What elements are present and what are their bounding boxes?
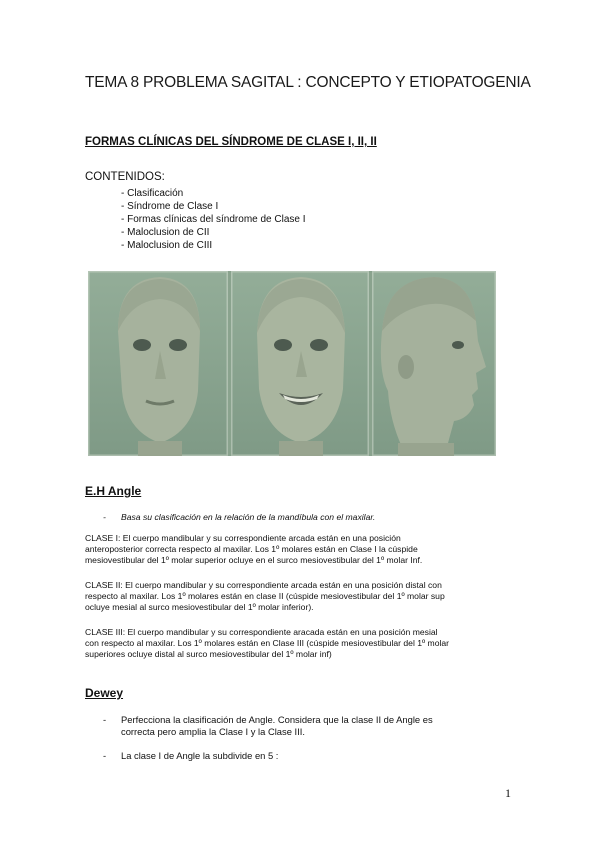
paragraph-line: mesiovestibular del 1º molar superior ocluye en el surco mesiovestibular del 1º molar Inf. — [85, 555, 423, 565]
paragraph-line: correcta pero amplia la Clase I y la Clase III. — [121, 726, 305, 737]
angle-bullet — [103, 512, 523, 524]
dewey-item-text — [121, 714, 433, 738]
dewey-heading: Dewey — [85, 686, 124, 700]
paragraph-line: anteroposterior correcta respecto al maxilar. Los 1º molares están en Clase I la cúspide — [85, 544, 418, 554]
bullet-dash: - — [103, 750, 107, 761]
page-number: 1 — [505, 786, 511, 800]
paragraph-line: CLASE III: El cuerpo mandibular y su correspondiente aracada están en una posición mesial — [85, 627, 438, 637]
profile-face-photo — [372, 271, 496, 456]
contents-item: - Formas clínicas del síndrome de Clase I — [121, 214, 306, 225]
dewey-item-1 — [103, 714, 523, 740]
contents-item: - Maloclusion de CIII — [121, 240, 213, 251]
dewey-item-2 — [103, 750, 523, 763]
smiling-face-photo — [231, 271, 369, 456]
clase-iii-paragraph — [85, 627, 525, 660]
angle-bullet-text: Basa su clasificación en la relación de la mandíbula con el maxilar. — [121, 512, 376, 522]
bullet-dash: - — [103, 512, 106, 522]
patient-photos — [88, 271, 496, 456]
clase-i-paragraph — [85, 533, 525, 566]
paragraph-line: CLASE II: El cuerpo mandibular y su correspondiente arcada están en una posición distal con — [85, 580, 442, 590]
page-title: TEMA 8 PROBLEMA SAGITAL : CONCEPTO Y ETIOPATOGENIA — [85, 74, 531, 91]
contents-item: - Clasificación — [121, 188, 184, 199]
angle-heading: E.H Angle — [85, 484, 142, 498]
clase-ii-paragraph — [85, 580, 525, 613]
dewey-item-text: La clase I de Angle la subdivide en 5 : — [121, 750, 279, 761]
paragraph-line: ocluye mesial al surco mesiovestibular del 1º molar inferior). — [85, 602, 314, 612]
paragraph-line: con respecto al maxilar. Los 1º molares están en Clase III (cúspide mesiovestibular del 1º molar — [85, 638, 450, 648]
contents-heading: CONTENIDOS: — [85, 171, 165, 183]
bullet-dash: - — [103, 714, 107, 725]
frontal-face-photo — [88, 271, 228, 456]
paragraph-line: superiores ocluye distal al surco mesiovestibular del 1º molar inf) — [85, 649, 332, 659]
contents-item: - Síndrome de Clase I — [121, 201, 219, 212]
section-subtitle: FORMAS CLÍNICAS DEL SÍNDROME DE CLASE I, II, II — [85, 136, 377, 148]
contents-item: - Maloclusion de CII — [121, 227, 210, 238]
paragraph-line: CLASE I: El cuerpo mandibular y su correspondiente arcada están en una posición — [85, 533, 401, 543]
paragraph-line: respecto al maxilar. Los 1º molares están en clase II (cúspide mesiovestibular del 1º molar sup — [85, 591, 445, 601]
paragraph-line: Perfecciona la clasificación de Angle. Considera que la clase II de Angle es — [121, 714, 433, 725]
contents-list — [121, 187, 306, 252]
